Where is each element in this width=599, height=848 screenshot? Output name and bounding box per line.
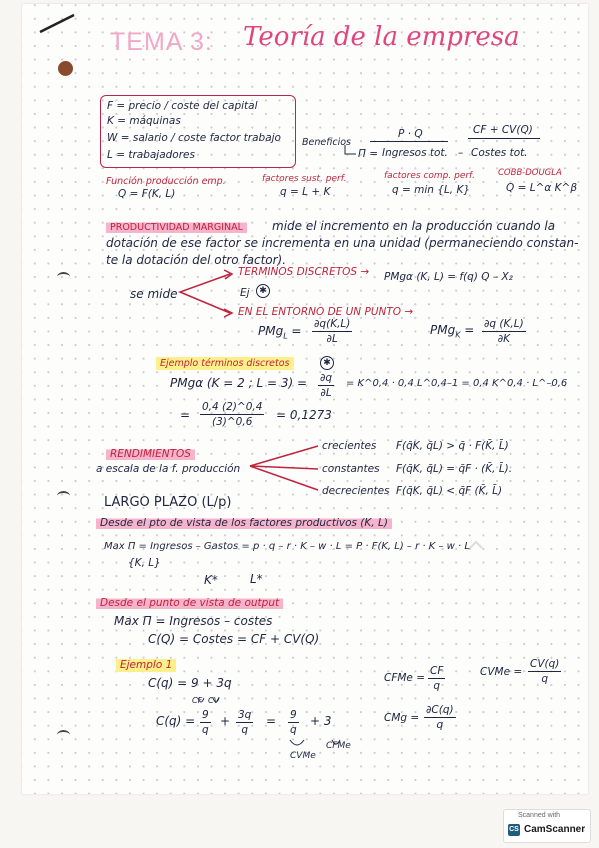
legend-line: F = precio / coste del capital bbox=[107, 100, 258, 112]
function-formula: Q = L^α K^β bbox=[506, 182, 578, 194]
function-formula: Q = F(K, L) bbox=[118, 188, 176, 200]
cmg-label: CMg = bbox=[384, 712, 420, 724]
cmg-frac: $\frac{\partial C(q)}{q}$ bbox=[426, 704, 454, 731]
fraction-bar bbox=[468, 138, 540, 139]
tema-number: TEMA 3: bbox=[110, 28, 213, 56]
legend-line: K = máquinas bbox=[107, 115, 181, 127]
beneficios-label: Beneficios bbox=[302, 137, 351, 148]
cq-equation: C(Q) = Costes = CF + CV(Q) bbox=[148, 632, 320, 646]
function-formula: q = L + K bbox=[280, 186, 331, 198]
eq-sign: = bbox=[266, 714, 277, 728]
ejemplo-frac2: $\frac{0,4 (2)\^{}0,4}{(3)\^{}0,6}$ bbox=[202, 401, 263, 428]
largo-plazo-heading: LARGO PLAZO (L/p) bbox=[104, 495, 232, 510]
pmgl-label: PMg$_L$ = bbox=[258, 324, 302, 341]
cfme-annot: CFMe bbox=[326, 741, 351, 751]
pmg-text: te la dotación del otro factor). bbox=[106, 253, 287, 267]
factores-heading: Desde el pto de vista de los factores productivos (K, L) bbox=[96, 517, 392, 530]
rendimientos-heading: RENDIMIENTOS bbox=[106, 448, 195, 461]
discretos-label: TERMINOS DISCRETOS → bbox=[238, 266, 370, 278]
costes-num: CF + CV(Q) bbox=[473, 124, 533, 136]
beneficios-num: P · Q bbox=[398, 128, 423, 140]
function-formula: q = min {L, K} bbox=[392, 184, 471, 196]
plus-three: + 3 bbox=[310, 714, 332, 728]
pmgl-fraction: $\frac{\partial q(K,L)}{\partial L}$ bbox=[314, 318, 351, 345]
rendimientos-sub: a escala de la f. producción bbox=[96, 463, 241, 475]
se-mide-label: se mide bbox=[130, 287, 178, 301]
pmgk-label: PMg$_K$ = bbox=[430, 323, 475, 340]
pmg-text: mide el incremento en la producción cuando la bbox=[272, 219, 556, 233]
ejemplo-lhs: PMgα (K = 2 ; L = 3) = bbox=[170, 376, 308, 390]
scanned-with-text: Scanned with bbox=[518, 812, 561, 819]
frac-1: $\frac{9}{q}$ bbox=[202, 709, 209, 736]
cvme-label: CVMe = bbox=[480, 666, 523, 678]
rendimientos-label: crecientes bbox=[322, 440, 377, 452]
function-label: factores comp. perf. bbox=[384, 171, 475, 181]
max-equation: Max Π = Ingresos – Gastos = p · q – r · K – w · L = P · F(K, L) – r · K – w · L bbox=[104, 541, 470, 552]
legend-line: L = trabajadores bbox=[107, 149, 195, 161]
frac-2: $\frac{3q}{q}$ bbox=[238, 709, 252, 736]
ej-label: Ej bbox=[240, 287, 250, 299]
cf-label: CF bbox=[192, 696, 203, 705]
output-heading: Desde el punto de vista de output bbox=[96, 597, 283, 610]
entorno-label: EN EL ENTORNO DE UN PUNTO → bbox=[238, 306, 414, 318]
ejemplo1-cq: C(q) = 9 + 3q bbox=[148, 676, 232, 690]
cq2-label: C(q) = bbox=[156, 714, 196, 728]
max2-equation: Max Π = Ingresos – costes bbox=[114, 614, 273, 628]
ingresos-label: Ingresos tot. bbox=[382, 147, 448, 159]
rendimientos-label: constantes bbox=[322, 463, 380, 475]
asterisk-circle-icon: ✱ bbox=[256, 284, 270, 298]
pmgk-fraction: $\frac{\partial q (K,L)}{\partial K}$ bbox=[484, 318, 524, 345]
function-label: COBB-DOUGLA bbox=[498, 168, 562, 178]
eq-sign: = bbox=[180, 408, 191, 422]
costes-label: Costes tot. bbox=[471, 147, 528, 159]
ejemplo-rhs: = K^0,4 · 0,4 L^0,4–1 = 0,4 K^0,4 · L^–0,6 bbox=[346, 378, 568, 389]
rendimientos-formula: F(q̄K, q̄L) > q̄ · F(K̄, L̄) bbox=[396, 440, 509, 452]
k-star: K* bbox=[204, 573, 218, 587]
pi-symbol: Π = bbox=[358, 148, 379, 160]
cv-label: CV bbox=[208, 696, 220, 705]
discretos-formula: PMgα (K, L) = f(q) Q – X₂ bbox=[384, 271, 513, 283]
frac-3: $\frac{9}{q}$ bbox=[290, 709, 297, 736]
camscanner-badge bbox=[503, 809, 591, 843]
pmg-text: dotación de ese factor se incrementa en una unidad (permaneciendo constan- bbox=[106, 236, 579, 250]
page-title: Teoría de la empresa bbox=[243, 22, 520, 52]
rendimientos-label: decrecientes bbox=[322, 485, 390, 497]
cfme-label: CFMe = bbox=[384, 672, 426, 684]
legend-line: W = salario / coste factor trabajo bbox=[107, 132, 281, 144]
cvme-annot: CVMe bbox=[290, 751, 316, 761]
rendimientos-formula: F(q̄K, q̄L) < q̄F (K̄, L̄) bbox=[396, 485, 503, 497]
ejemplo-result: = 0,1273 bbox=[276, 408, 332, 422]
cvme-frac: $\frac{CV(q)}{q}$ bbox=[530, 658, 560, 685]
camscanner-brand: CamScanner bbox=[524, 824, 586, 835]
function-label: factores sust. perf. bbox=[262, 174, 347, 184]
ejemplo-discretos-heading: Ejemplo términos discretos bbox=[156, 357, 294, 370]
fraction-bar bbox=[370, 141, 448, 142]
function-label: Función producción emp. bbox=[106, 176, 226, 187]
cfme-frac: $\frac{CF}{q}$ bbox=[430, 665, 444, 692]
pmg-heading: PRODUCTIVIDAD MARGINAL bbox=[106, 221, 247, 234]
plus-sign: + bbox=[220, 714, 231, 728]
asterisk-circle-icon: ✱ bbox=[320, 356, 334, 370]
ejemplo1-heading: Ejemplo 1 bbox=[116, 659, 176, 672]
max-sub: {K, L} bbox=[128, 557, 161, 569]
rendimientos-formula: F(q̄K, q̄L) = q̄F · (K̄, L̄). bbox=[396, 463, 513, 475]
minus-sign: – bbox=[458, 147, 464, 159]
l-star: L* bbox=[250, 572, 263, 586]
camscanner-logo-icon: CS bbox=[508, 824, 520, 836]
ejemplo-frac: $\frac{\partial q}{\partial L}$ bbox=[320, 372, 333, 399]
